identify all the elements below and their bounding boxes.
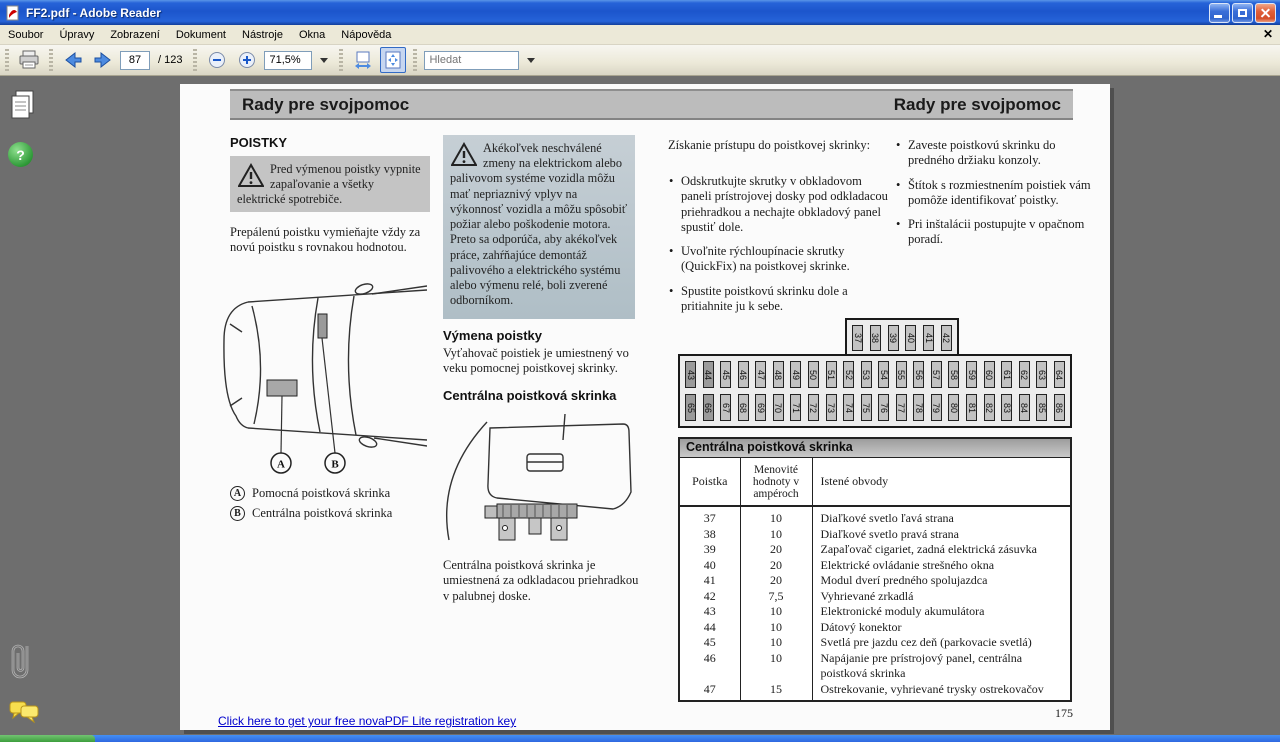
fuse-cell [966, 361, 977, 388]
table-row [680, 589, 1070, 605]
fuse-number: 38 [870, 332, 881, 344]
fuse-number: 58 [948, 369, 959, 380]
fuse-number: 50 [808, 369, 819, 380]
legend-marker: A [230, 486, 245, 501]
fuse-cell [738, 361, 749, 388]
window-title: FF2.pdf - Adobe Reader [26, 5, 161, 20]
fuse-cell [790, 394, 801, 421]
marker-a-label: A [277, 458, 285, 471]
central-fusebox-marker [318, 314, 327, 338]
search-dropdown-icon[interactable] [527, 58, 535, 63]
cell-circuit: Diaľkové svetlo ľavá strana [820, 511, 954, 525]
fuse-cell [870, 325, 881, 351]
restore-icon [1238, 9, 1247, 17]
fuse-cell [720, 394, 731, 421]
page-number: 175 [1055, 706, 1073, 720]
fuse-number: 68 [738, 402, 749, 413]
cell-amp: 20 [740, 558, 812, 574]
fuse-number: 51 [826, 369, 837, 380]
install-steps [895, 138, 1103, 257]
fuse-cell [878, 394, 889, 421]
pdf-app-icon [5, 5, 21, 21]
table-row [680, 558, 1070, 574]
fit-width-button[interactable] [350, 47, 376, 73]
fuse-cell [703, 394, 714, 421]
fuse-number: 81 [966, 402, 977, 413]
access-steps [668, 174, 890, 323]
cell-fuse: 42 [680, 589, 740, 605]
fuse-cell [1001, 361, 1012, 388]
help-icon[interactable]: ? [8, 142, 33, 167]
title-bar[interactable] [0, 0, 1280, 25]
menu-item[interactable]: Zobrazení [110, 28, 160, 41]
fuse-cell [685, 361, 696, 388]
table-header-row [680, 458, 1070, 506]
pages-panel-icon[interactable] [8, 88, 38, 126]
warning-text: Pred výmenou poistky vypnite zapaľovanie a všetky elektrické spotrebiče. [237, 162, 421, 207]
fuse-cell [948, 361, 959, 388]
print-button[interactable] [16, 47, 42, 73]
minimize-button[interactable] [1209, 3, 1230, 23]
fuse-cell [923, 325, 934, 351]
fuse-number: 48 [773, 369, 784, 380]
attachments-paperclip-icon[interactable] [8, 638, 36, 684]
legend-label: Centrálna poistková skrinka [252, 506, 393, 520]
fuse-number: 39 [888, 332, 899, 344]
zoom-in-button[interactable] [234, 47, 260, 73]
central-fusebox-table [678, 437, 1072, 702]
cell-fuse: 40 [680, 558, 740, 574]
fuse-cell [931, 361, 942, 388]
fuse-number: 46 [738, 369, 749, 380]
cell-amp: 15 [740, 682, 812, 701]
fuse-cell [755, 361, 766, 388]
fuse-cell [1019, 394, 1030, 421]
fuse-cell [896, 361, 907, 388]
fuse-number: 76 [878, 402, 889, 413]
cell-circuit: Ostrekovanie, vyhrievané trysky ostrekovačov [820, 681, 1044, 696]
fuse-number: 43 [685, 369, 696, 380]
cell-amp: 20 [740, 542, 812, 558]
pdf-page [180, 84, 1110, 730]
fuse-cell [941, 325, 952, 351]
zoom-in-icon [238, 51, 256, 69]
fuse-number: 71 [790, 402, 801, 413]
toolbar-grip [49, 49, 53, 71]
bullet-item: • Zaveste poistkovú skrinku do predného držiaku konzoly. [895, 138, 1103, 169]
fuse-cell [843, 394, 854, 421]
fuse-number: 40 [905, 332, 916, 344]
fuse-cell [852, 325, 863, 351]
fuse-cell [913, 361, 924, 388]
menu-item[interactable]: Soubor [8, 28, 44, 41]
fuse-row-middle [680, 361, 1070, 388]
glovebox-caption: Centrálna poistková skrinka je umiestnená za odkladacou priehradkou v palubnej doske. [443, 558, 639, 603]
windows-taskbar-edge[interactable] [0, 735, 1280, 742]
fuse-number: 73 [826, 402, 837, 413]
fuse-number: 74 [843, 402, 854, 413]
print-icon [18, 50, 40, 70]
legend-item [230, 486, 392, 501]
fuse-row-top [845, 318, 959, 356]
novapdf-registration-link[interactable]: Click here to get your free novaPDF Lite registration key [218, 714, 517, 728]
fuse-number: 49 [790, 369, 801, 380]
warning-triangle-icon [451, 142, 477, 167]
warning-text: Akékoľvek neschválené zmeny na elektrickom alebo palivovom systéme vozidla môžu mať nepriaznivý vplyv na výkonnosť vozidla a môžu spôsobiť požiar alebo poškodenie motora. Preto sa odporúča, aby akékoľvek práce, zahŕňajúce demontáž palivového a elektrického systému alebo výmenu relé, boli zverené odborníkom. [450, 141, 628, 308]
fuse-cell [1054, 361, 1065, 388]
fuse-cell [773, 361, 784, 388]
fuse-cell [773, 394, 784, 421]
document-close-icon[interactable]: ✕ [1262, 27, 1273, 41]
fuse-number: 60 [984, 369, 995, 380]
fuse-cell [703, 361, 714, 388]
fuse-cell [861, 394, 872, 421]
page-number-input[interactable] [120, 51, 150, 70]
fuse-cell [808, 361, 819, 388]
fuse-cell [1019, 361, 1030, 388]
next-page-icon [93, 51, 113, 69]
cell-circuit: Svetlá pre jazdu cez deň (parkovacie svetlá) [820, 635, 1032, 649]
subheading-fuse-replacement: Výmena poistky [443, 328, 542, 343]
cell-amp: 7,5 [740, 589, 812, 605]
bullet-item: • Spustite poistkovú skrinku dole a pritiahnite ju k sebe. [668, 284, 890, 315]
table-row [680, 635, 1070, 651]
fuse-number: 55 [896, 369, 907, 380]
fuse-number: 64 [1054, 369, 1065, 380]
fuse-number: 70 [773, 402, 784, 413]
page-header-band [230, 89, 1073, 120]
fuse-cell [1036, 394, 1047, 421]
zoom-out-icon [208, 51, 226, 69]
access-intro: Získanie prístupu do poistkovej skrinky: [668, 138, 871, 152]
legend-marker: B [230, 506, 245, 521]
fuse-cell [966, 394, 977, 421]
menu-item[interactable]: Nástroje [242, 28, 283, 41]
fuse-number: 57 [931, 369, 942, 380]
cell-circuit: Napájanie pre prístrojový panel, centrálna poistková skrinka [820, 650, 1023, 680]
fuse-cell [1054, 394, 1065, 421]
warning-triangle-icon [238, 163, 264, 188]
cell-amp: 10 [740, 604, 812, 620]
bullet-item: • Štítok s rozmiestnením poistiek vám pomôže identifikovať poistky. [895, 178, 1103, 209]
table-row [680, 506, 1070, 527]
fuse-number: 47 [755, 369, 766, 380]
previous-page-button[interactable] [60, 47, 86, 73]
fuse-number: 54 [878, 369, 889, 380]
header-right: Rady pre svojpomoc [893, 94, 1061, 114]
legend-item [230, 506, 392, 521]
cell-circuit: Vyhrievané zrkadlá [820, 588, 914, 603]
cell-amp: 20 [740, 573, 812, 589]
legend-label: Pomocná poistková skrinka [252, 486, 391, 500]
cell-fuse: 37 [680, 506, 740, 527]
fuse-panel-body [678, 354, 1072, 428]
fuse-number: 79 [931, 402, 942, 413]
cell-circuit: Elektrické ovládanie strešného okna [820, 557, 995, 572]
fuse-number: 75 [861, 402, 872, 413]
warning-box-ignition [230, 156, 430, 212]
car-fusebox-location-diagram [222, 280, 427, 475]
fuse-cell [1036, 361, 1047, 388]
comments-icon[interactable] [8, 698, 40, 726]
toolbar-grip [5, 49, 9, 71]
menu-item[interactable]: Úpravy [59, 28, 95, 41]
fuse-replace-paragraph: Prepálenú poistku vymieňajte vždy za novú poistku s rovnakou hodnotou. [230, 225, 421, 255]
fuse-cell [984, 394, 995, 421]
fuse-number: 63 [1036, 369, 1047, 380]
table-row [680, 542, 1070, 558]
fit-width-icon [353, 50, 373, 70]
column-header-amps: Menovité hodnoty v ampéroch [740, 458, 812, 506]
fuse-cell [843, 361, 854, 388]
close-button[interactable] [1255, 3, 1276, 23]
fit-page-button[interactable] [380, 47, 406, 73]
cell-fuse: 45 [680, 635, 740, 651]
fuse-number: 83 [1001, 402, 1012, 413]
fuse-cell [896, 394, 907, 421]
restore-button[interactable] [1232, 3, 1253, 23]
cell-fuse: 41 [680, 573, 740, 589]
menu-item[interactable]: Nápověda [341, 28, 392, 41]
fuse-number: 72 [808, 402, 819, 413]
cell-fuse: 44 [680, 620, 740, 636]
next-page-button[interactable] [90, 47, 116, 73]
column-header-circuits: Istené obvody [812, 458, 1070, 506]
table-row [680, 651, 1070, 682]
search-input[interactable] [424, 51, 519, 70]
table-row [680, 682, 1070, 701]
table-row [680, 573, 1070, 589]
fuse-number: 41 [923, 332, 934, 344]
fuse-cell [905, 325, 916, 351]
fuse-cell [948, 394, 959, 421]
fuse-number: 85 [1036, 402, 1047, 413]
cell-fuse: 38 [680, 527, 740, 543]
table-row [680, 527, 1070, 543]
menu-items [0, 27, 399, 43]
zoom-out-button[interactable] [204, 47, 230, 73]
cell-fuse: 39 [680, 542, 740, 558]
toolbar-grip [193, 49, 197, 71]
fuse-number: 80 [948, 402, 959, 413]
fuse-number: 82 [984, 402, 995, 413]
warning-box-modifications [443, 135, 635, 319]
fuse-cell [826, 361, 837, 388]
bullet-item: • Pri inštalácii postupujte v opačnom poradí. [895, 217, 1103, 248]
fuse-number: 62 [1019, 369, 1030, 380]
fuse-cell [931, 394, 942, 421]
bullet-item: • Uvoľnite rýchloupínacie skrutky (QuickFix) na poistkovej skrinke. [668, 244, 890, 275]
cell-amp: 10 [740, 651, 812, 682]
fuse-puller-paragraph: Vyťahovač poistiek je umiestnený vo veku pomocnej poistkovej skrinky. [443, 346, 629, 376]
fuse-number: 42 [941, 332, 952, 344]
table-row [680, 620, 1070, 636]
window-controls [1209, 3, 1276, 23]
cell-circuit: Diaľkové svetlo pravá strana [820, 526, 959, 541]
fuse-cell [913, 394, 924, 421]
fuse-cell [790, 361, 801, 388]
fuse-panel-diagram [678, 318, 1072, 428]
fuse-row-bottom [680, 394, 1070, 421]
fuse-cell [888, 325, 899, 351]
zoom-level-value[interactable]: 71,5% [264, 51, 312, 70]
fuse-number: 69 [755, 402, 766, 413]
fuse-number: 66 [703, 402, 714, 413]
fuse-cell [861, 361, 872, 388]
cell-amp: 10 [740, 527, 812, 543]
fuse-number: 65 [685, 402, 696, 413]
document-workspace [0, 76, 1280, 735]
toolbar-grip [339, 49, 343, 71]
aux-fusebox-marker [267, 380, 297, 396]
fuse-cell [878, 361, 889, 388]
table-body [680, 506, 1070, 700]
menu-item[interactable]: Dokument [175, 28, 226, 41]
start-button-edge[interactable] [0, 735, 95, 742]
menu-item[interactable]: Okna [298, 28, 326, 41]
menu-bar [0, 25, 1280, 45]
fuse-number: 77 [896, 402, 907, 413]
fuse-number: 86 [1054, 402, 1065, 413]
cell-fuse: 46 [680, 651, 740, 682]
glovebox-fusebox-diagram [435, 414, 635, 546]
minimize-icon [1214, 15, 1222, 18]
fuse-number: 53 [861, 369, 872, 380]
fuse-number: 67 [720, 402, 731, 413]
cell-amp: 10 [740, 620, 812, 636]
table-title: Centrálna poistková skrinka [680, 439, 1070, 458]
fuse-cell [755, 394, 766, 421]
fuse-cell [808, 394, 819, 421]
fuse-cell [1001, 394, 1012, 421]
fuse-number: 52 [843, 369, 854, 380]
cell-fuse: 43 [680, 604, 740, 620]
cell-circuit: Zapaľovač cigariet, zadná elektrická zásuvka [820, 542, 1037, 556]
table-row [680, 604, 1070, 620]
fuse-cell [720, 361, 731, 388]
fuse-number: 59 [966, 369, 977, 380]
fuse-number: 61 [1001, 369, 1012, 380]
fuse-number: 84 [1019, 402, 1030, 413]
previous-page-icon [63, 51, 83, 69]
zoom-dropdown-icon[interactable] [320, 58, 328, 63]
fuse-number: 45 [720, 369, 731, 380]
toolbar [0, 45, 1280, 76]
fuse-cell [984, 361, 995, 388]
toolbar-grip [413, 49, 417, 71]
fuse-number: 44 [703, 369, 714, 380]
subheading-central-fusebox: Centrálna poistková skrinka [443, 388, 617, 403]
fuse-cell [826, 394, 837, 421]
cell-fuse: 47 [680, 682, 740, 701]
cell-circuit: Elektronické moduly akumulátora [820, 604, 985, 618]
fuse-number: 78 [913, 402, 924, 413]
page-total-label: / 123 [158, 54, 183, 66]
header-left: Rady pre svojpomoc [242, 94, 410, 114]
column-header-fuse: Poistka [680, 458, 740, 506]
fuse-cell [738, 394, 749, 421]
fusebox-legend [230, 486, 392, 526]
cell-circuit: Dátový konektor [820, 619, 902, 634]
marker-b-label: B [331, 458, 339, 471]
fuse-number: 56 [913, 369, 924, 380]
fuse-cell [685, 394, 696, 421]
cell-amp: 10 [740, 506, 812, 527]
cell-circuit: Modul dverí predného spolujazdca [820, 573, 988, 587]
section-title: POISTKY [230, 135, 288, 150]
bullet-item: • Odskrutkujte skrutky v obkladovom paneli prístrojovej dosky pod odkladacou priehradkou a nechajte obkladový panel spustiť dole. [668, 174, 890, 235]
fit-page-icon [383, 50, 403, 70]
fuse-number: 37 [852, 332, 863, 344]
cell-amp: 10 [740, 635, 812, 651]
